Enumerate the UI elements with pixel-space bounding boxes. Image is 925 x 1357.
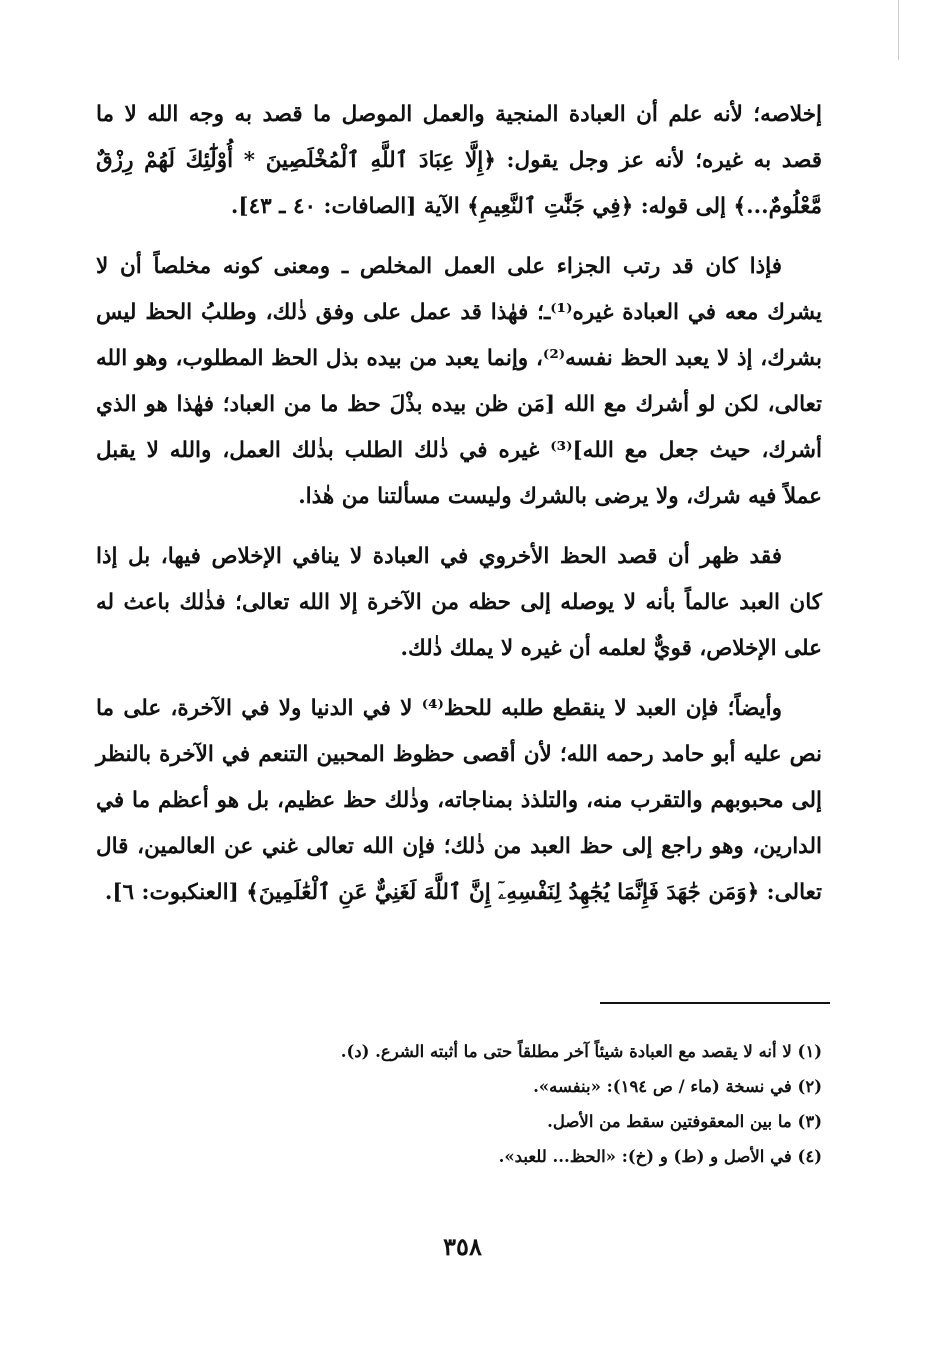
footnotes	[160, 1034, 822, 1174]
paragraph-3: فقد ظهر أن قصد الحظ الأخروي في العبادة لا ينافي الإخلاص فيها، بل إذا كان العبد عالماً بأنه لا يوصله إلى حظه من الآخرة إلا الله تعالى؛ فذٰلك باعث له على الإخلاص، قويٌّ لعلمه أن غيره لا يملك ذٰلك.	[96, 544, 822, 661]
paragraph-1: إخلاصه؛ لأنه علم أن العبادة المنجية والعمل الموصل ما قصد به وجه الله لا ما قصد به غيره؛ لأنه عز وجل يقول: ﴿إِلَّا عِبَادَ ٱللَّهِ ٱلْمُخْلَصِينَ * أُوْلَٰٓئِكَ لَهُمْ رِزْقٌ مَّعْلُومٌ...﴾ إلى قوله: ﴿فِي جَنَّٰتِ ٱلنَّعِيمِ﴾ الآية [الصافات: ٤٠ ـ ٤٣].	[96, 102, 822, 219]
footnote-1: (١) لا أنه لا يقصد مع العبادة شيئاً آخر مطلقاً حتى ما أثبته الشرع. (د).	[340, 1042, 822, 1061]
footnote-3: (٣) ما بين المعقوفتين سقط من الأصل.	[547, 1112, 822, 1131]
margin-line	[898, 0, 899, 60]
footnote-2: (٢) في نسخة (ماء / ص ١٩٤): «بنفسه».	[533, 1077, 822, 1096]
footnote-4: (٤) في الأصل و (ط) و (خ): «الحظ... للعبد».	[498, 1147, 822, 1166]
main-text	[96, 92, 822, 930]
footnote-separator	[600, 1002, 830, 1004]
paragraph-2: فإذا كان قد رتب الجزاء على العمل المخلص ـ ومعنى كونه مخلصاً أن لا يشرك معه في العبادة غيره⁽¹⁾ـ؛ فهٰذا قد عمل على وفق ذٰلك، وطلبُ الحظ ليس بشرك، إذ لا يعبد الحظ نفسه⁽²⁾، وإنما يعبد من بيده بذل الحظ المطلوب، وهو الله تعالى، لكن لو أشرك مع الله [مَن ظن بيده بذْلَ حظ ما من العباد؛ فهٰذا هو الذي أشرك، حيث جعل مع الله]⁽³⁾ غيره في ذٰلك الطلب بذٰلك العمل، والله لا يقبل عملاً فيه شرك، ولا يرضى بالشرك وليست مسألتنا من هٰذا.	[96, 254, 823, 509]
page-number: ٣٥٨	[443, 1232, 482, 1261]
paragraph-4: وأيضاً؛ فإن العبد لا ينقطع طلبه للحظ⁽⁴⁾ لا في الدنيا ولا في الآخرة، على ما نص عليه أبو حامد رحمه الله؛ لأن أقصى حظوظ المحبين التنعم في الآخرة بالنظر إلى محبوبهم والتقرب منه، والتلذذ بمناجاته، وذٰلك حظ عظيم، بل هو أعظم ما في الدارين، وهو راجع إلى حظ العبد من ذٰلك؛ فإن الله تعالى غني عن العالمين، قال تعالى: ﴿وَمَن جَٰهَدَ فَإِنَّمَا يُجَٰهِدُ لِنَفْسِهِۦٓ إِنَّ ٱللَّهَ لَغَنِيٌّ عَنِ ٱلْعَٰلَمِينَ﴾ [العنكبوت: ٦].	[96, 696, 822, 905]
